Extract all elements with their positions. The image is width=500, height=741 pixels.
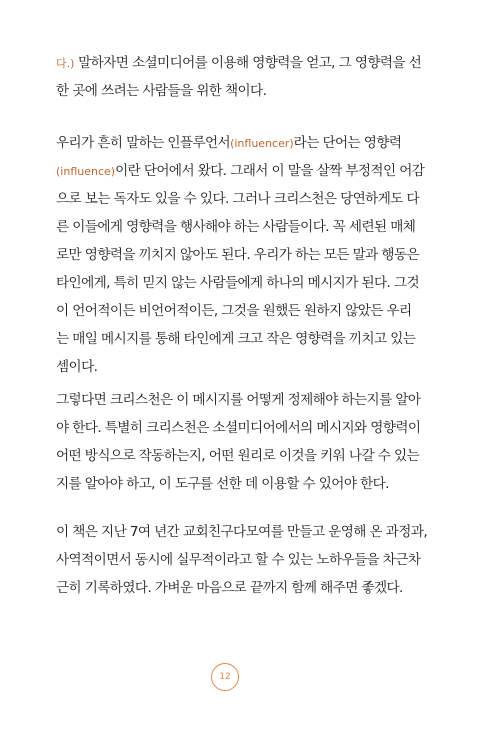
text-line xyxy=(56,470,454,498)
paragraph-1 xyxy=(56,49,454,105)
text-line xyxy=(56,386,454,414)
text-line xyxy=(56,157,454,185)
text-fragment: 지를 알아야 하고, 이 도구를 선한 데 이용할 수 있어야 한다. xyxy=(56,476,389,492)
text-fragment: 이 책은 지난 7여 년간 교회친구다모여를 만들고 운영해 온 과정과, xyxy=(56,524,428,540)
text-fragment: 한 곳에 쓰려는 사람들을 위한 책이다. xyxy=(56,83,267,99)
text-line xyxy=(56,442,454,470)
text-fragment: 이란 단어에서 왔다. 그래서 이 말을 살짝 부정적인 어감 xyxy=(115,163,425,179)
paragraph-2 xyxy=(56,129,454,381)
text-fragment: 로만 영향력을 끼치지 않아도 된다. 우리가 하는 모든 말과 행동은 xyxy=(56,247,420,263)
text-fragment: 셈이다. xyxy=(56,359,98,375)
text-fragment: 이 언어적이든 비언어적이든, 그것을 원했든 원하지 않았든 우리 xyxy=(56,303,412,319)
text-fragment: 른 이들에게 영향력을 행사해야 하는 사람들이다. 꼭 세련된 매체 xyxy=(56,219,416,235)
text-fragment: 으로 보는 독자도 있을 수 있다. 그러나 크리스천은 당연하게도 다 xyxy=(56,191,420,207)
text-fragment: 그렇다면 크리스천은 이 메시지를 어떻게 정제해야 하는지를 알아 xyxy=(56,392,421,408)
text-line xyxy=(56,49,454,77)
text-line xyxy=(56,213,454,241)
text-line xyxy=(56,325,454,353)
text-fragment: 는 매일 메시지를 통해 타인에게 크고 작은 영향력을 끼치고 있는 xyxy=(56,331,416,347)
text-fragment: 사역적이면서 동시에 실무적이라고 할 수 있는 노하우들을 차근차 xyxy=(56,552,421,568)
text-fragment: 다.) xyxy=(56,57,75,70)
text-line xyxy=(56,518,454,546)
text-line xyxy=(56,353,454,381)
text-line xyxy=(56,414,454,442)
text-line xyxy=(56,241,454,269)
paragraph-3 xyxy=(56,386,454,498)
text-fragment: 라는 단어는 영향력 xyxy=(293,135,402,151)
text-fragment: 우리가 흔히 말하는 인플루언서 xyxy=(56,135,231,151)
text-line xyxy=(56,269,454,297)
paragraph-4 xyxy=(56,518,454,602)
page-number-badge: 12 xyxy=(211,663,239,691)
text-fragment: 근히 기록하였다. 가벼운 마음으로 끝까지 함께 해주면 좋겠다. xyxy=(56,580,403,596)
text-fragment: 타인에게, 특히 믿지 않는 사람들에게 하나의 메시지가 된다. 그것 xyxy=(56,275,420,291)
text-fragment: (influence) xyxy=(56,165,116,178)
text-line xyxy=(56,77,454,105)
text-line xyxy=(56,546,454,574)
text-fragment: 어떤 방식으로 작동하는지, 어떤 원리로 이것을 키워 나갈 수 있는 xyxy=(56,448,420,464)
text-line xyxy=(56,129,454,157)
text-line xyxy=(56,574,454,602)
text-line xyxy=(56,297,454,325)
text-line xyxy=(56,185,454,213)
text-fragment: (influencer) xyxy=(230,137,294,150)
text-fragment: 말하자면 소셜미디어를 이용해 영향력을 얻고, 그 영향력을 선 xyxy=(74,55,422,71)
text-fragment: 야 한다. 특별히 크리스천은 소셜미디어에서의 메시지와 영향력이 xyxy=(56,420,421,436)
